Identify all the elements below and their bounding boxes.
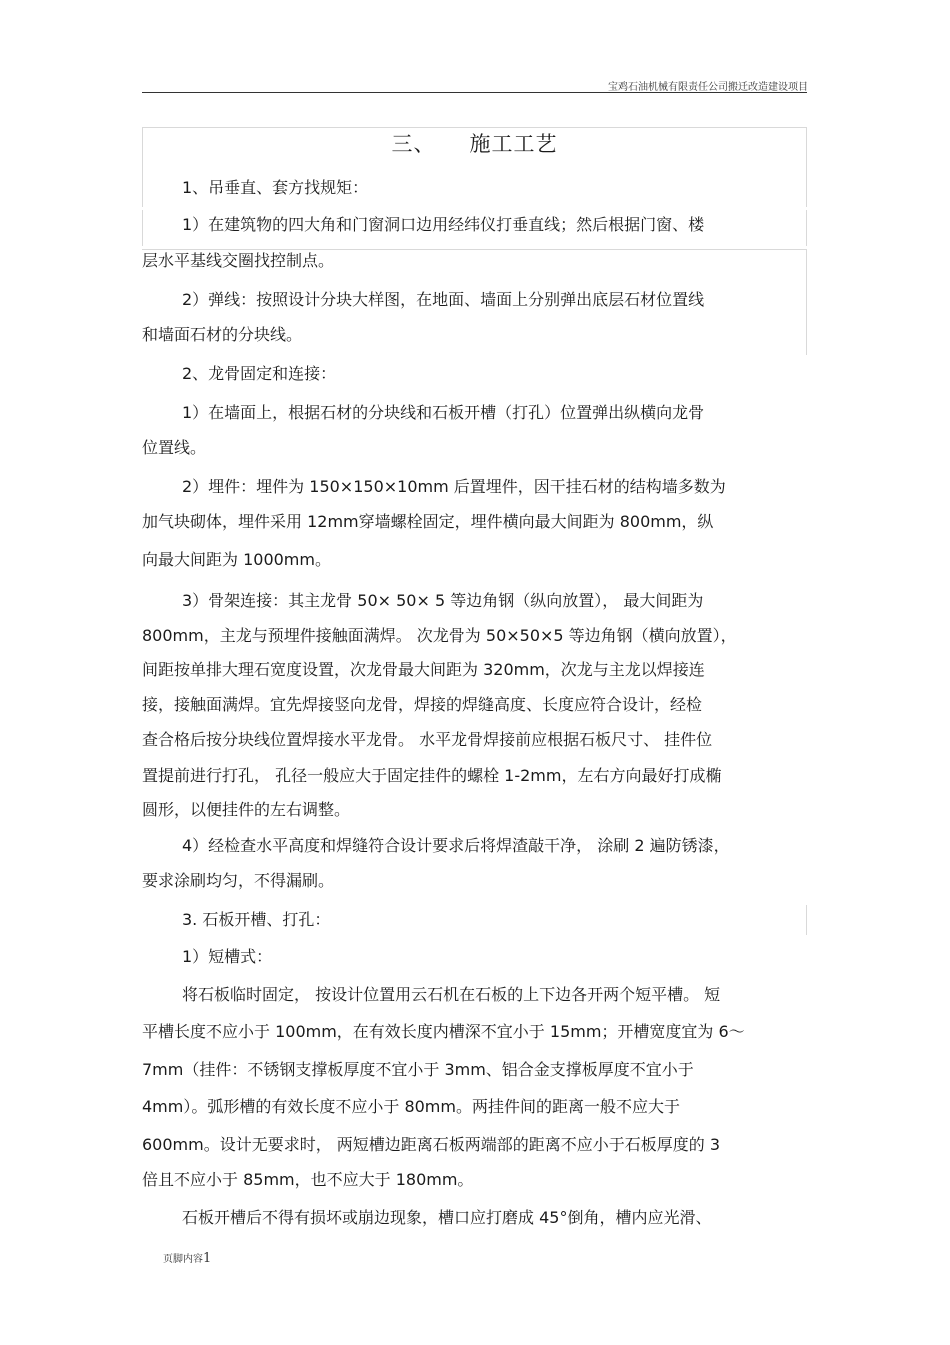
paragraph-line: 位置线。: [142, 438, 207, 457]
paragraph-line: 层水平基线交圈找控制点。: [142, 251, 335, 270]
frame-line: [806, 210, 807, 246]
paragraph-line: 4）经检查水平高度和焊缝符合设计要求后将焊渣敲干净， 涂刷 2 遍防锈漆，: [182, 836, 730, 855]
heading-1: 1、吊垂直、套方找规矩：: [182, 178, 369, 197]
section-number: 三、: [391, 132, 436, 156]
frame-line: [806, 905, 807, 935]
heading-2: 2、龙骨固定和连接：: [182, 364, 337, 383]
paragraph-line: 加气块砌体，埋件采用 12mm穿墙螺栓固定，埋件横向最大间距为 800mm，纵: [142, 512, 714, 531]
paragraph-line: 平槽长度不应小于 100mm，在有效长度内槽深不宜小于 15mm；开槽宽度宜为 6～: [142, 1022, 745, 1041]
page-footer: [163, 1250, 211, 1266]
heading-3-1: 1）短槽式：: [182, 947, 273, 966]
paragraph-line: 查合格后按分块线位置焊接水平龙骨。 水平龙骨焊接前应根据石板尺寸、 挂件位: [142, 730, 713, 749]
paragraph-line: 倍且不应小于 85mm，也不应大于 180mm。: [142, 1170, 474, 1189]
paragraph-line: 置提前进行打孔， 孔径一般应大于固定挂件的螺栓 1-2mm，左右方向最好打成椭: [142, 766, 722, 785]
page-header: 宝鸡石油机械有限责任公司搬迁改造建设项目: [608, 82, 808, 93]
paragraph-line: 圆形，以便挂件的左右调整。: [142, 800, 351, 819]
paragraph-line: 2）弹线：按照设计分块大样图，在地面、墙面上分别弹出底层石材位置线: [182, 290, 705, 309]
paragraph-line: 3）骨架连接：其主龙骨 50× 50× 5 等边角钢（纵向放置）， 最大间距为: [182, 591, 704, 610]
header-rule: [142, 92, 807, 93]
heading-3: 3. 石板开槽、打孔：: [182, 910, 331, 929]
paragraph-line: 600mm。设计无要求时， 两短槽边距离石板两端部的距离不应小于石板厚度的 3: [142, 1135, 721, 1154]
frame-line: [142, 249, 807, 250]
section-heading: 施工工艺: [469, 132, 558, 156]
paragraph-line: 4mm）。弧形槽的有效长度不应小于 80mm。两挂件间的距离一般不应大于: [142, 1097, 680, 1116]
paragraph-line: 和墙面石材的分块线。: [142, 325, 303, 344]
paragraph-line: 将石板临时固定， 按设计位置用云石机在石板的上下边各开两个短平槽。 短: [182, 985, 721, 1004]
paragraph-line: 800mm，主龙与预埋件接触面满焊。 次龙骨为 50×50×5 等边角钢（横向放置），: [142, 626, 737, 645]
paragraph-line: 间距按单排大理石宽度设置，次龙骨最大间距为 320mm，次龙与主龙以焊接连: [142, 660, 705, 679]
paragraph-line: 要求涂刷均匀，不得漏刷。: [142, 871, 335, 890]
paragraph-line: 向最大间距为 1000mm。: [142, 550, 331, 569]
section-title: [142, 128, 807, 158]
paragraph-line: 2）埋件：埋件为 150×150×10mm 后置埋件，因干挂石材的结构墙多数为: [182, 477, 726, 496]
paragraph-line: 接，接触面满焊。宜先焊接竖向龙骨，焊接的焊缝高度、长度应符合设计，经检: [142, 695, 703, 714]
frame-line: [806, 249, 807, 355]
paragraph-line: 1）在墙面上，根据石材的分块线和石板开槽（打孔）位置弹出纵横向龙骨: [182, 403, 705, 422]
paragraph-line: 1）在建筑物的四大角和门窗洞口边用经纬仪打垂直线；然后根据门窗、楼: [182, 215, 705, 234]
paragraph-line: 7mm（挂件：不锈钢支撑板厚度不宜小于 3mm、铝合金支撑板厚度不宜小于: [142, 1060, 694, 1079]
paragraph-line: 石板开槽后不得有损坏或崩边现象，槽口应打磨成 45°倒角，槽内应光滑、: [182, 1208, 712, 1227]
footer-label: 页脚内容: [163, 1254, 203, 1265]
page-number: 1: [203, 1251, 212, 1266]
frame-line: [142, 210, 143, 246]
